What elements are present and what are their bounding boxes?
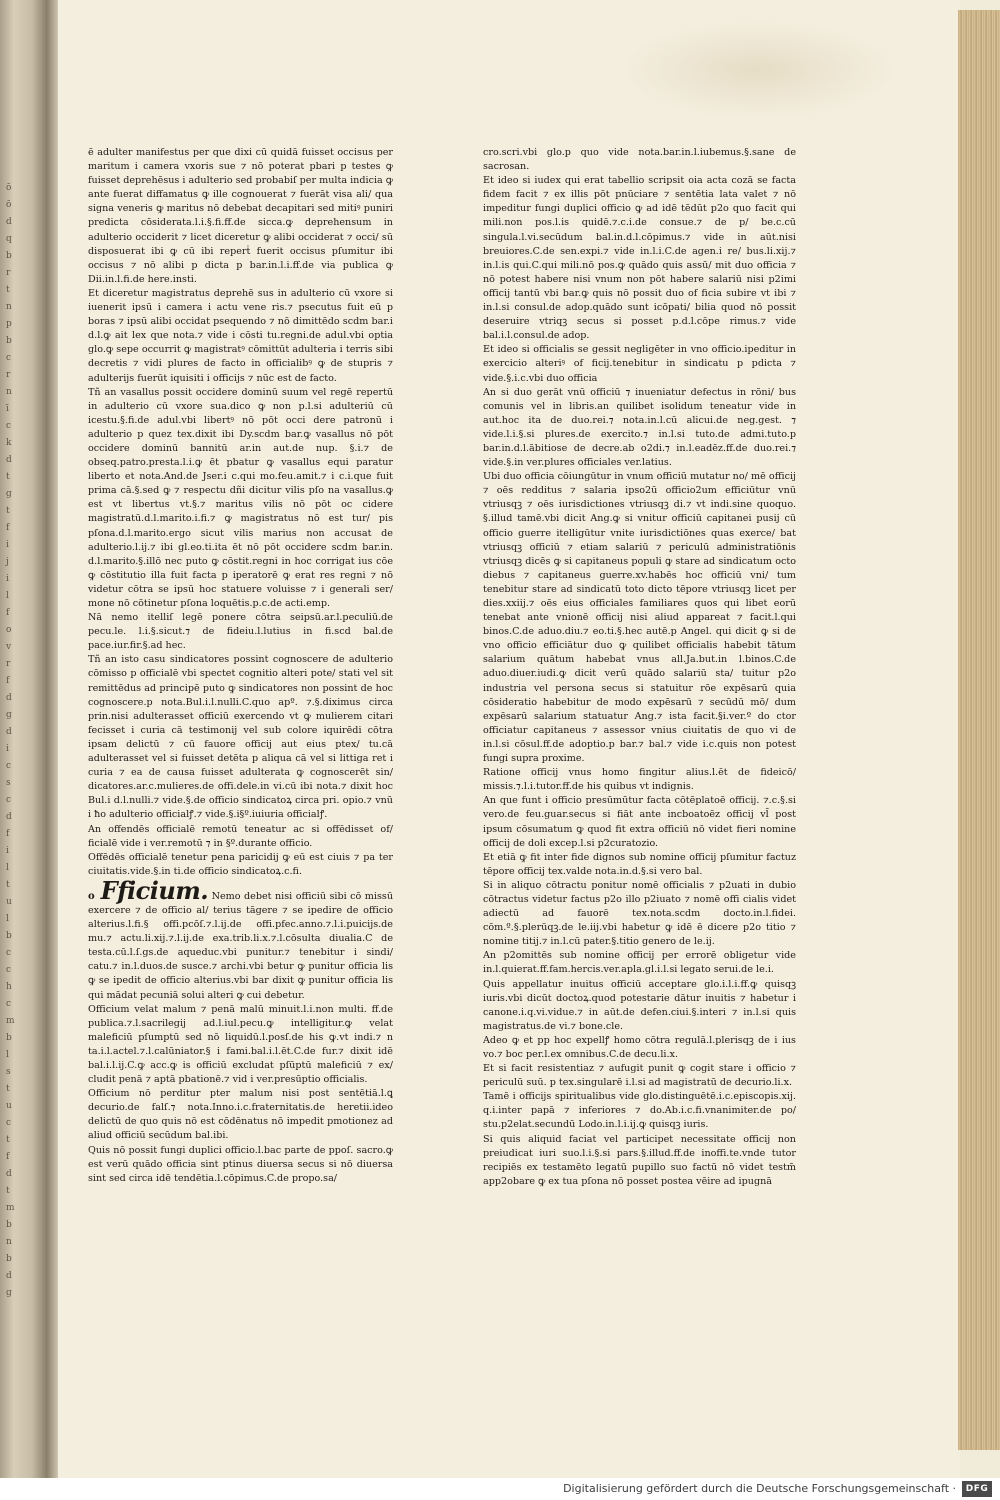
paragraph: Adeo ꝙ et pp hoc expellꝭ homo cōtra regulā.l.plerisqꝫ de i ius vo.⁊ boc per.l.ex omnibus.C.de decu.li.x. (483, 1034, 796, 1060)
page-edges (958, 10, 1000, 1450)
funding-credit: Digitalisierung gefördert durch die Deutsche Forschungsgemeinschaft · (563, 1482, 956, 1495)
paragraph: Et ideo si officialis se gessit negligēter in vno officio.ipeditur in exercicio alteriꝰ of ficij.tenebitur in sindicatu p pdicta ⁊ vide.§.i.c.vbi duo officia (483, 344, 796, 384)
paragraph: Et ideo si iudex qui erat tabellio scripsit oia acta cozā se facta fidem facit ⁊ ex illis pōt pnūciare ⁊ sentētia lata valet ⁊ nō impeditur fungi duplici officio ꝙ ad idē tēdūt p2o quo facit qui mili.non pos.l.is quidē.⁊.c.i.de consue.⁊ de p/ be.c.cū singula.l.vi.secūdum bal.in.d.l.cōpimus.⁊ vide in aūt.nisi breuiores.C.de sen.expi.⁊ vide in.l.i.C.de agen.i re/ bus.li.xij.⁊ in.l.is qui.C.qui mili.nō pos.ꝙ quādo quis assū/ mit duo officia ⁊ nō potest habere nisi vnum non pōt habere salariū nisi p2imi officij tantū vbi bar.ꝙ quis nō possit duo of ficia subire vt ibi ⁊ in.l.si consul.de adop.quādo sunt icōpati/ bilia quod nō possit deseruire vtriqꝫ secus si posset p.d.l.cōpe rimus.⁊ vide bal.i.l.consul.de adop. (483, 175, 796, 342)
paragraph: ē adulter manifestus per que dixi cū quidā fuisset occisus per maritum i camera vxoris sue ⁊ nō poterat pbari p testes ꝙ fuisset deprehēsus i adulterio sed probabiſ per multa indicia ꝙ ante fuerat diffamatus ꝙ ille cognouerat ⁊ fuerāt visa ali/ qua signa veneris ꝙ maritus nō debebat decapitari sed mitiꝰ puniri predicta cōsiderata.l.i.§.fi.ff.de sicca.ꝙ deprehensum in adulterio occiderit ⁊ licet diceretur ꝙ alibi occiderat ⁊ occi/ sū disposuerat ibi ꝙ cū ibi reperṫ fuerit occisus pſumitur ibi occisus ⁊ nō alibi p dicta p bar.in.l.i.ff.de via publica ꝙ Dii.in.l.fi.de here.insti. (88, 147, 393, 285)
paragraph: An offendēs officialē remotū teneatur ac si offēdisset of/ ficialē vide i ver.remotū ⁊ in §º.durante officio. (88, 823, 393, 849)
paragraph: Ubi duo officia cōiungūtur in vnum officiū mutatur no/ mē officij ⁊ oēs redditus ⁊ salaria ipso2ū officio2um efficiūtur vnū vtriusqꝫ ⁊ oēs iurisdictiones vtriusqꝫ di.⁊ vt indi.sine quoquo. §.illud tamē.vbi dicit Ang.ꝙ si vnitur officiū capitanei pusij cū officio guerre itelligūtur vnite iurisdictiōnes quas exerce/ bat vtriusqꝫ officiū ⁊ etiam salariū ⁊ periculū administratiōnis vtriusqꝫ dicēs ꝙ si capitaneus populi ꝙ stare ad sindicatum octo diebus ⁊ capitaneus guerre.xv.habēs hoc officiū vni/ tum tenebitur stare ad sindicatū toto dicto tēpore vtriusqꝫ licet per dies.xxiij.⁊ oēs eius officiales familiares quos qui libet eorū tenebat ante vnionē officij nisi aliud appareat ⁊ facit.l.qui binos.C.de aduo.diu.⁊ eo.ti.§.hec autē.p Angel. qui dicit ꝙ si de vno officio efficiātur duo ꝙ quilibet officialis habebit tātum salarium quātum habebat vnus all.Ja.but.in l.binos.C.de aduo.diuer.iudi.ꝙ dicit verū quādo salariū sta/ tuitur p2o industria vel persona secus si statuitur rōe expēsarū quia cōsideratio habebitur de modo expēsarū ⁊ secūdū mō/ dum expēsarū salarium statuatur Ang.⁊ ista facit.§i.ver.º do ctor officiatur capitaneus ⁊ assessor vnius ciuitatis de quo vi de in.l.si cōsul.ff.de adoptio.p bar.⁊ bal.⁊ vide i.c.quis non potest fungi supra proxime. (483, 471, 796, 765)
paragraph: Et si facit resistentiaz ⁊ aufugit punit ꝙ cogit stare i officio ⁊ periculū suū. p tex.singularē i.l.si ad magistratū de decurio.li.x. (483, 1063, 796, 1089)
paragraph: Tñ an vasallus possit occidere dominū suum vel regē repertū in adulterio cū vxore sua.dico ꝙ non p.l.si adulteriū cū icestu.§.fi.de adul.vbi libertꝰ nō pōt occi dere patronū i adulterio p quez tex.dixit ibi Dy.scdm bar.ꝙ vasallus nō pōt occidere dominū bannitū ar.in aut.de nup. §.i.⁊ de obseq.patro.presta.l.i.ꝙ ēt pbatur ꝙ vasallus equi paratur liberto et nota.And.de Jser.i c.qui mo.feu.amit.⁊ i c.i.que fuit prima cā.§.sed ꝙ ⁊ respectu dñi dicitur vilis pſo na vasallus.ꝙ est vt libertus vt.§.⁊ maritus vilis nō pōt oc cidere magistratū.d.l.marito.i.fi.⁊ ꝙ magistratus nō est tur/ pis pſona.d.l.marito.ergo sicut vilis marius non accusat de adulterio.l.ij.⁊ ibi gl.eo.ti.ita ēt nō pōt occidere scdm bar.in. d.l.marito.§.illō nec puto ꝙ cōstit.regni in hoc corrigat ius cōe ꝙ cōstitutio illa fuit facta p iperatorē ꝙ erat res regni ⁊ nō videtur cōtra se ipsū hoc statuere voluisse ⁊ i generali ser/ mone nō cōtinetur pſona loquētis.p.c.de acti.emp. (88, 386, 393, 609)
paragraph: Officium velat malum ⁊ penā malū minuit.l.i.non multi. ff.de publica.⁊.l.sacrilegij ad.l.iul.pecu.ꝙ intelligitur.ꝙ velat maleficiū pſumptū sed nō liquidū.l.posſ.de his ꝙ.vt indi.⁊ n ta.i.l.actel.⁊.l.calūniator.§ i fami.bal.i.l.ēt.C.de fur.⁊ dixit idē bal.i.l.ij.C.ꝙ acc.ꝙ is officiū excludat pſūptū maleficiū ⁊ ex/ cludit penā ⁊ aptā pbationē.⁊ vid i ver.presūptio officialis. (88, 1003, 393, 1086)
paragraph: Quis nō possit fungi duplici officio.l.bac parte de ppoſ. sacro.ꝙ est verū quādo officia sint ptinus diuersa secus si nō diuersa sint sed circa idē tendētia.l.cōpimus.C.de propo.sa/ (88, 1144, 393, 1184)
paragraph: Officium nō perditur pter malum nisi post sentētiā.l.ꝗ decurio.de falſ.⁊ nota.Inno.i.c.fraternitatis.de heretii.ideo delictū de quo quis nō est cōdēnatus nō impedit pmotionez ad aliud officiū secūdum bal.ibi. (88, 1088, 393, 1142)
paragraph-text: Nemo debet nisi officiū sibi cō missū exercere ⁊ de officio al/ terius tāgere ⁊ se ipedire de officio alterius.l.fi.§ offi.pcōſ.⁊.l.ij.de offi.pfec.anno.⁊.l.i.puicijs.de mu.⁊ actu.li.xij.⁊.l.ij.de exa.trib.li.x.⁊.l.cōsulta diualia.C de testa.cū.l.ſ.gs.de aqueduc.vbi punitur.⁊ tenebitur i sindi/ catu.⁊ in.l.duos.de susce.⁊ archi.vbi betur ꝙ punitur officia lis ꝙ se ipedit de officio alterius.vbi bar dixit ꝙ punitur officia lis qui mādat pecuniā solui alteri ꝙ cui debetur. (88, 890, 394, 1001)
left-page-text-fragment: ō ō d q b r t n p b c r n ī c k d t g t f i j i l f o v r f d g d i c s c d f i l t u l b c c h c m b l s t u c t f d t m b n b d g (6, 183, 15, 1298)
paragraph: An si duo gerāt vnū officiū ⁊ inueniatur defectus in rōni/ bus comunis vel in libris.an quilibet isolidum teneatur vide in aut.hoc ita de duo.rei.⁊ nota.in.l.cū alicui.de neg.gest. ⁊ vide.l.i.§.si plures.de exercito.⁊ in.l.si tuto.de admi.tuto.p bar.in.d.l.ābitiose de decre.ab o2di.⁊ in.l.eadēz.ff.de duo.rei.⁊ vide.§.in ver.plures officiales ver.latius. (483, 386, 796, 469)
section-heading-paragraph (88, 875, 394, 1003)
paragraph: Si quis aliquid faciat vel participet necessitate officij non preiudicat iuri suo.l.i.§.si pars.§.illud.ff.de inoffi.te.vnde tutor recipiēs ex testamēto legatū pupillo suo factū nō videt testm̄ app2obare ꝙ ex tua pſona nō posset postea vēire ad ipugnā (483, 1133, 796, 1187)
paragraph: Offēdēs officialē tenetur pena paricidij ꝙ eū est ciuis ⁊ pa ter ciuitatis.vide.§.in ti.de officio sindicatoꝝ.c.fi. (88, 851, 393, 877)
paragraph: Tñ an isto casu sindicatores possint cognoscere de adulterio cōmisso p officialē vbi spectet cognitio alteri pote/ stati vel sit remittēdus ad principē puto ꝙ sindicatores non possint de hoc cognoscere.p nota.Bul.i.l.nulli.C.quo apº. ⁊.§.diximus circa prin.nisi adulterasset officiū exercendo vt ꝙ mulierem citari fecisset i curia cā testimonij vel sub colore iquirēdi cōtra ipsam delictū ⁊ cū fauore officij aut eius ptex/ tu.cā adulterasset vel si fuisset detēta p aliqua cā vel si littiga ret i curia ⁊ ea de causa fuisset adulterata ꝙ cognoscerēt sin/ dicatores.ar.c.mulieres.de offi.dele.in vi.cū ibi nota.⁊ dixit hoc Bul.i d.l.nulli.⁊ vide.§.de officio sindicatoꝝ circa pri. opio.⁊ vnū i ħo adulterio officialꝭ.⁊ vide.§.i§º.iuiuria officialꝭ. (88, 654, 393, 821)
text-column-left (88, 146, 393, 1231)
paper-stain (618, 20, 898, 120)
paragraph: Tamē i officijs spiritualibus vide glo.distinguētē.i.c.episcopis.xij. q.i.inter papā ⁊ inferiores ⁊ do.Ab.i.c.fi.vnanimiter.de po/ stu.p2elat.secundū Lodo.in.l.i.ij.ꝙ quisqꝫ iuris. (483, 1091, 796, 1131)
paragraph: Et diceretur magistratus deprehē sus in adulterio cū vxore si iuenerit ipsū i camera i actu vene ris.⁊ psecutus fuit eū p boras ⁊ ipsū alibi occidat psequendo ⁊ nō dimittēdo scdm bar.i d.l.ꝙ ait lex que nota.⁊ vide i cōsti tu.regni.de adul.vbi optia glo.ꝙ sepe occurrit ꝙ magistratꝰ cōmittūt adulteria i terris sibi decretis ⁊ vidi plures de facto in officialibꝰ ꝙ de stupris ⁊ adulterijs fuerūt iquisiti i officijs ⁊ nūc est de facto. (88, 287, 393, 384)
dfg-logo: DFG (962, 1481, 992, 1497)
paragraph: cro.scri.vbi glo.p quo vide nota.bar.in.l.iubemus.§.sane de sacrosan. (483, 147, 796, 173)
paragraph: Ratione officij vnus homo fingitur alius.l.ēt de fideicō/ missis.⁊.l.i.tutor.ff.de his quibus vt indignis. (483, 767, 796, 793)
guide-letter: o (88, 890, 95, 902)
paragraph: Quis appellatur inuitus officiū acceptare glo.i.l.i.ff.ꝙ quisqꝫ iuris.vbi dicūt doctoꝝ.quod potestarie dātur inuitis ⁊ habetur i canone.i.q.vi.vidue.⁊ in aūt.de defen.ciui.§.interi ⁊ in.l.si quis magistratus.de vi.⁊ bone.cle. (483, 978, 796, 1032)
section-initial-word: Fficium. (100, 875, 209, 905)
paragraph: An p2omittēs sub nomine officij per errorē obligetur vide in.l.quierat.ff.fam.hercis.ver.apla.gl.i.l.si legato serui.de le.i. (483, 950, 796, 976)
paragraph: An que funt i officio presūmūtur facta cōtēplatoē officij. ⁊.c.§.si vero.de feu.guar.secus si fiāt ante incboatoēz officij vl̄ post ipsum cōsumatum ꝙ quod fit extra officiū nō videt fieri nomine officij de doli excep.l.si p2curatozio. (483, 795, 796, 849)
paragraph: Nā nemo itelliſ legē ponere cōtra seipsū.ar.l.peculiū.de pecu.le. l.i.§.sicut.⁊ de fideiu.l.lutius in fi.scd bal.de pace.iur.fir.§.ad hec. (88, 612, 393, 652)
paragraph: Et etiā ꝙ fit inter fide dignos sub nomine officij pſumitur factuz tēpore officij tex.valde nota.in.d.§.si vero bal. (483, 851, 796, 877)
text-column-right (483, 146, 796, 1264)
paragraph: Si in aliquo cōtractu ponitur nomē officialis ⁊ p2uati in dubio cōtractus videtur factus p2o illo p2iuato ⁊ nomē offi cialis videt adiectū ad fauorē tex.nota.scdm docto.in.l.fidei. cōm.º.§.plerūqꝫ.de le.iij.vbi habetur ꝙ idē ē dicere p2o titio ⁊ nomine titij.⁊ in.l.cū pater.§.titio genero de le.ij. (483, 879, 796, 948)
